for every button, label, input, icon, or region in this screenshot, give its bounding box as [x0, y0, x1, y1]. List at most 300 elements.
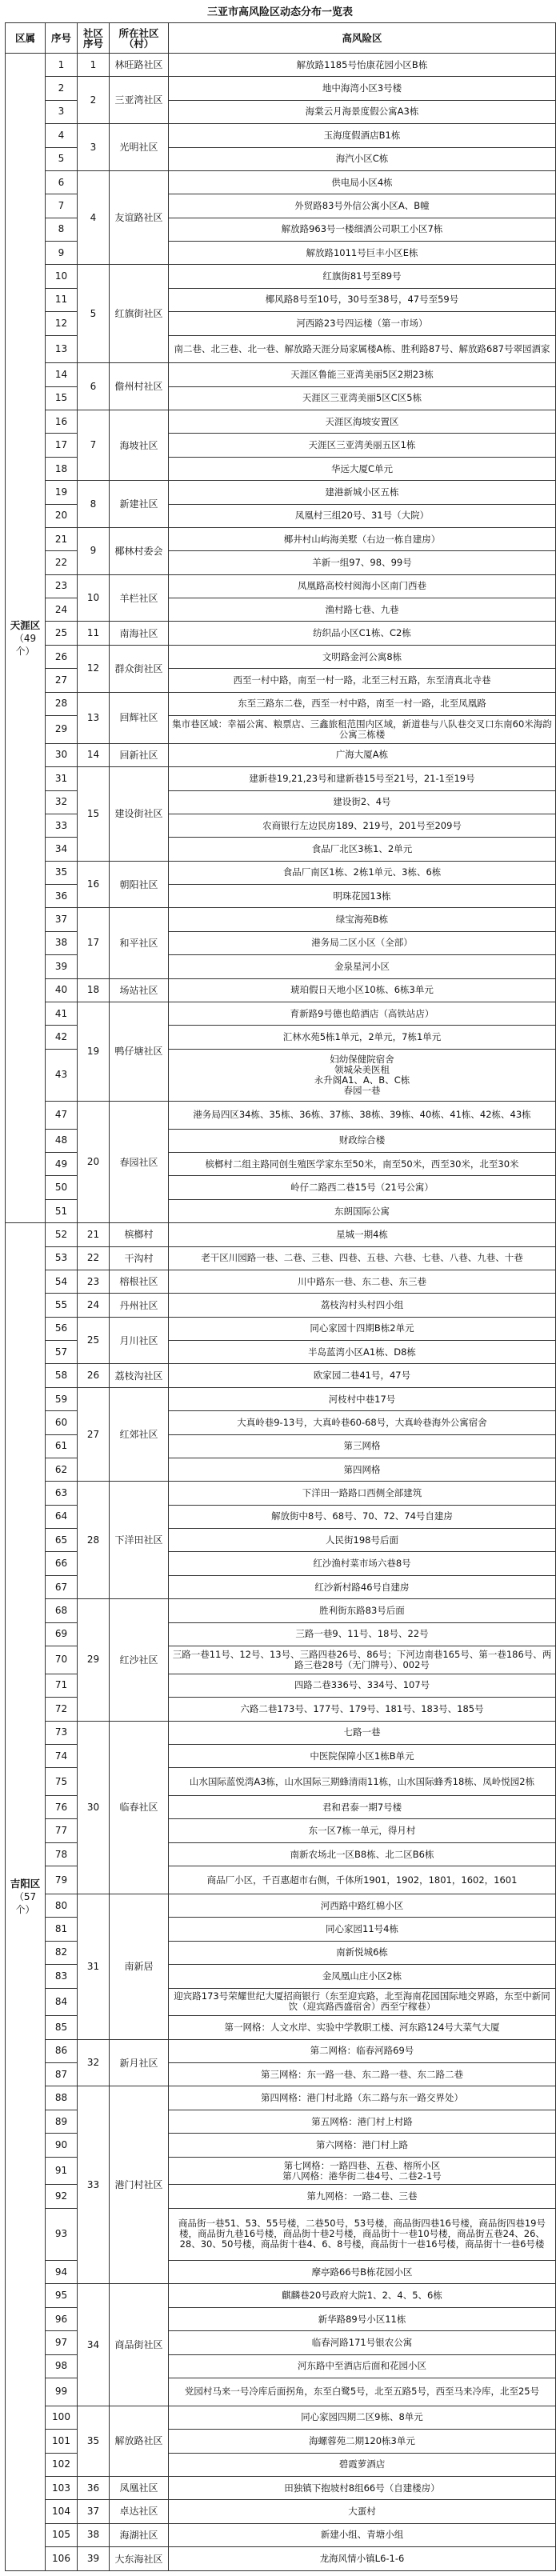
table-row	[6, 767, 556, 790]
risk-area-cell: 海棠云月海景度假公寓A3栋	[169, 100, 556, 123]
community-name: 卓达社区	[110, 2500, 169, 2523]
community-seq: 3	[78, 124, 110, 171]
risk-area-cell: 星城一期4栋	[169, 1223, 556, 1246]
table-row	[6, 481, 556, 504]
row-seq: 14	[46, 363, 78, 386]
row-seq: 96	[46, 2307, 78, 2330]
row-seq: 5	[46, 147, 78, 170]
community-seq: 30	[78, 1721, 110, 1894]
community-seq: 26	[78, 1364, 110, 1387]
community-seq: 20	[78, 1101, 110, 1222]
row-seq: 19	[46, 481, 78, 504]
row-seq: 101	[46, 2430, 78, 2453]
row-seq: 61	[46, 1434, 78, 1458]
risk-area-cell: 解放路1185号怡康花园小区B栋	[169, 54, 556, 77]
risk-area-cell: 港务局二区小区（全部）	[169, 931, 556, 954]
risk-area-cell: 食品厂南区1栋、2栋1单元、3栋、6栋	[169, 861, 556, 884]
row-seq: 68	[46, 1599, 78, 1622]
community-name: 友谊路社区	[110, 170, 169, 265]
risk-area-cell: 渔村路七巷、九巷	[169, 598, 556, 622]
table-row	[6, 265, 556, 288]
risk-area-cell: 东至三路东二巷，西至一村中路，南至一村一路，北至凤凰路	[169, 692, 556, 715]
row-seq: 77	[46, 1819, 78, 1842]
risk-area-cell: 第一网格：人文水岸、实验中学教职工楼、河东路124号大菜气大厦	[169, 2016, 556, 2039]
risk-area-cell: 外贸路83号外信公寓小区A、B幢	[169, 194, 556, 218]
row-seq: 98	[46, 2354, 78, 2378]
risk-area-cell: 凤凰路高校村阅海小区南门西巷	[169, 574, 556, 598]
row-seq: 58	[46, 1364, 78, 1387]
community-seq: 22	[78, 1246, 110, 1270]
row-seq: 6	[46, 170, 78, 194]
risk-area-cell: 第二网格：临春河路69号	[169, 2039, 556, 2062]
risk-area-cell: 供电局小区4栋	[169, 170, 556, 194]
community-name: 回辉社区	[110, 692, 169, 743]
community-name: 海湖社区	[110, 2523, 169, 2546]
row-seq: 72	[46, 1698, 78, 1721]
community-seq: 6	[78, 363, 110, 410]
table-row	[6, 1270, 556, 1293]
district-name: 天涯区	[10, 618, 41, 631]
row-seq: 88	[46, 2086, 78, 2110]
risk-area-cell: 第四网格：港门村北路（东二路与东一路交界处）	[169, 2086, 556, 2110]
risk-area-cell: 第七网格：一路四巷、五巷、榕所小区 第八网格：港华街二巷4号、二巷2-1号	[169, 2157, 556, 2185]
row-seq: 53	[46, 1246, 78, 1270]
row-seq: 3	[46, 100, 78, 123]
row-seq: 55	[46, 1294, 78, 1317]
community-name: 红沙社区	[110, 1599, 169, 1721]
row-seq: 28	[46, 692, 78, 715]
risk-area-cell: 金凤凰山庄小区2栋	[169, 1965, 556, 1988]
row-seq: 52	[46, 1223, 78, 1246]
risk-area-cell: 解放路963号一楼细酒公司职工小区7栋	[169, 218, 556, 241]
table-row	[6, 2547, 556, 2571]
risk-area-cell: 荔枝沟村头村四小组	[169, 1294, 556, 1317]
risk-area-cell: 东一区7栋一单元，得月村	[169, 1819, 556, 1842]
community-seq: 34	[78, 2284, 110, 2406]
risk-area-cell: 商品街一巷51、53、55号楼，二巷50号，53号楼，商品街四巷16号楼，商品街四巷19号楼，商品街九巷16号楼，商品街十巷2号楼，商品街十一巷10号楼，商品街五巷24、26、28、30、50号楼，商品街十巷4、6、8号楼，商品街十一巷16号楼，商品街十一巷6号楼	[169, 2208, 556, 2260]
risk-area-cell: 人民街198号后面	[169, 1529, 556, 1552]
risk-area-cell: 碧霞萝酒店	[169, 2453, 556, 2476]
community-name: 榕根社区	[110, 1270, 169, 1293]
row-seq: 73	[46, 1721, 78, 1744]
row-seq: 87	[46, 2063, 78, 2086]
community-seq: 9	[78, 527, 110, 574]
row-seq: 79	[46, 1866, 78, 1894]
risk-area-cell: 党园村马来一号冷库后面拐角，东至白鹭5号，北至五路5号，西至马来冷库，北至25号	[169, 2378, 556, 2406]
risk-area-cell: 财政综合楼	[169, 1129, 556, 1152]
risk-area-cell: 老干区川园路一巷、二巷、三巷、四巷、五巷、六巷、七巷、八巷、九巷、十巷	[169, 1246, 556, 1270]
community-name: 丹州社区	[110, 1294, 169, 1317]
community-seq: 25	[78, 1317, 110, 1364]
table-row	[6, 645, 556, 668]
community-seq: 13	[78, 692, 110, 743]
risk-area-cell: 河东路中至酒店后面和花园小区	[169, 2354, 556, 2378]
row-seq: 69	[46, 1622, 78, 1646]
community-seq: 27	[78, 1387, 110, 1482]
community-name: 场站社区	[110, 978, 169, 1002]
table-row	[6, 622, 556, 645]
risk-area-cell: 红旗街81号至89号	[169, 265, 556, 288]
community-name: 红郊社区	[110, 1387, 169, 1482]
risk-area-cell: 港务局四区34栋、35栋、36栋、37栋、38栋、39栋、40栋、41栋、42栋、43栋	[169, 1101, 556, 1129]
row-seq: 37	[46, 908, 78, 931]
risk-area-cell: 同心家园四期二区9栋、8单元	[169, 2406, 556, 2429]
row-seq: 90	[46, 2134, 78, 2157]
row-seq: 4	[46, 124, 78, 147]
row-seq: 71	[46, 1674, 78, 1697]
row-seq: 104	[46, 2500, 78, 2523]
risk-area-cell: 半岛蓝湾小区A1栋、D8栋	[169, 1341, 556, 1364]
community-seq: 28	[78, 1482, 110, 1599]
risk-area-cell: 海螺蓉苑二期120栋3单元	[169, 2430, 556, 2453]
row-seq: 92	[46, 2185, 78, 2208]
risk-area-cell: 大蛋村	[169, 2500, 556, 2523]
row-seq: 32	[46, 790, 78, 814]
risk-area-cell: 育新路9号德也皓酒店（高铁站店）	[169, 1002, 556, 1025]
community-seq: 33	[78, 2086, 110, 2284]
risk-area-cell: 明珠花园13栋	[169, 885, 556, 908]
risk-area-cell: 槟榔村二组主路同创生殖医学家东至50米，南至50米，西至30米，北至30米	[169, 1153, 556, 1176]
community-name: 南海社区	[110, 622, 169, 645]
community-seq: 11	[78, 622, 110, 645]
risk-area-cell: 汇林水苑5栋1单元，2单元，7栋1单元	[169, 1026, 556, 1049]
table-row	[6, 1599, 556, 1622]
row-seq: 38	[46, 931, 78, 954]
row-seq: 39	[46, 955, 78, 978]
community-seq: 38	[78, 2523, 110, 2546]
row-seq: 99	[46, 2378, 78, 2406]
risk-area-cell: 大真岭巷9-13号，大真岭巷60-68号，大真岭巷海外公寓宿舍	[169, 1411, 556, 1434]
risk-area-cell: 第三网格：东一路一巷、东二路一巷、东二路二巷	[169, 2063, 556, 2086]
row-seq: 12	[46, 312, 78, 335]
table-row	[6, 2284, 556, 2307]
community-name: 解放路社区	[110, 2406, 169, 2476]
page-title: 三亚市高风险区动态分布一览表	[206, 6, 353, 18]
row-seq: 95	[46, 2284, 78, 2307]
risk-area-cell: 新华路89号小区11栋	[169, 2307, 556, 2330]
row-seq: 43	[46, 1049, 78, 1101]
community-name: 槟榔村	[110, 1223, 169, 1246]
row-seq: 91	[46, 2157, 78, 2185]
table-row	[6, 978, 556, 1002]
community-name: 椰林村委会	[110, 527, 169, 574]
community-seq: 39	[78, 2547, 110, 2571]
risk-area-cell: 地中海湾小区3号楼	[169, 77, 556, 100]
community-seq: 24	[78, 1294, 110, 1317]
community-seq: 7	[78, 410, 110, 481]
community-seq: 15	[78, 767, 110, 862]
risk-area-cell: 妇幼保健院宿舍 领城朵美医租 永升阁A1、A、B、C栋 春园一巷	[169, 1049, 556, 1101]
table-row	[6, 1364, 556, 1387]
row-seq: 8	[46, 218, 78, 241]
row-seq: 59	[46, 1387, 78, 1410]
row-seq: 74	[46, 1744, 78, 1767]
table-row	[6, 124, 556, 147]
risk-area-cell: 胜利街东路83号后面	[169, 1599, 556, 1622]
table-row	[6, 2523, 556, 2546]
row-seq: 7	[46, 194, 78, 218]
risk-area-cell: 羊新一组97、98、99号	[169, 551, 556, 574]
table-row	[6, 363, 556, 386]
risk-area-cell: 绿宝海苑B栋	[169, 908, 556, 931]
table-row	[6, 574, 556, 598]
risk-area-cell: 第九网格：一路二巷、三巷	[169, 2185, 556, 2208]
district-count: （49个）	[14, 632, 37, 657]
community-seq: 31	[78, 1894, 110, 2040]
table-row	[6, 2086, 556, 2110]
community-name: 新建社区	[110, 481, 169, 528]
row-seq: 86	[46, 2039, 78, 2062]
table-row	[6, 1101, 556, 1129]
row-seq: 25	[46, 622, 78, 645]
table-row	[6, 2500, 556, 2523]
community-seq: 1	[78, 54, 110, 77]
risk-area-cell: 建设街2、4号	[169, 790, 556, 814]
row-seq: 40	[46, 978, 78, 1002]
row-seq: 82	[46, 1941, 78, 1964]
risk-area-cell: 建港新城小区五栋	[169, 481, 556, 504]
risk-area-cell: 金泉星河小区	[169, 955, 556, 978]
community-name: 海坡社区	[110, 410, 169, 481]
risk-area-cell: 川中路东一巷、东二巷、东三巷	[169, 1270, 556, 1293]
community-name: 红旗街社区	[110, 265, 169, 363]
row-seq: 56	[46, 1317, 78, 1340]
risk-area-cell: 西至一村中路，南至一村一路，北至三村五路，东至清真北寺巷	[169, 669, 556, 692]
risk-area-cell: 七路一巷	[169, 1721, 556, 1744]
row-seq: 47	[46, 1101, 78, 1129]
table-row	[6, 1894, 556, 1918]
community-name: 凤凰社区	[110, 2476, 169, 2499]
community-name: 林旺路社区	[110, 54, 169, 77]
row-seq: 33	[46, 814, 78, 837]
community-name: 儋州村社区	[110, 363, 169, 410]
risk-area-cell: 东朗国际公寓	[169, 1199, 556, 1222]
row-seq: 9	[46, 242, 78, 265]
row-seq: 23	[46, 574, 78, 598]
risk-area-cell: 天涯区鲁能三亚湾美丽5区2期23栋	[169, 363, 556, 386]
risk-area-cell: 海汽小区C栋	[169, 147, 556, 170]
row-seq: 29	[46, 715, 78, 743]
risk-area-cell: 摩亭路66号B栋花园小区	[169, 2261, 556, 2284]
row-seq: 63	[46, 1482, 78, 1505]
community-name: 南新居	[110, 1894, 169, 2040]
row-seq: 17	[46, 434, 78, 457]
community-seq: 2	[78, 77, 110, 124]
risk-area-cell: 迎宾路173号荣耀世纪大厦招商银行（东至迎宾路，北至海南花园国际地交界路，东至中新同饮（迎宾路西盛宿舍）西至宁稼巷）	[169, 1988, 556, 2016]
risk-area-cell: 麒麟巷20号政府大院1、2、4、5、6栋	[169, 2284, 556, 2307]
community-seq: 36	[78, 2476, 110, 2499]
community-seq: 5	[78, 265, 110, 363]
table-row	[6, 1246, 556, 1270]
risk-area-cell: 凤凰村三组20号、31号（大院）	[169, 504, 556, 527]
risk-area-cell: 临春河路171号银农公寓	[169, 2331, 556, 2354]
risk-area-cell: 天涯区海坡安置区	[169, 410, 556, 434]
risk-area-cell: 集市巷区域：幸福公寓、粮票店、三鑫旅租范围内区域，新道巷与八队巷交叉口东南60米海韵公寓三栋楼	[169, 715, 556, 743]
table-body	[6, 54, 556, 2571]
row-seq: 13	[46, 335, 78, 363]
community-seq: 10	[78, 574, 110, 622]
risk-area-cell: 解放路1011号巨丰小区E栋	[169, 242, 556, 265]
risk-area-cell: 欧家园二巷41号，47号	[169, 1364, 556, 1387]
risk-area-cell: 南二巷、北三巷、北一巷、解放路天涯分局家属楼A栋、胜利路87号、解放路687号翠园酒家	[169, 335, 556, 363]
row-seq: 42	[46, 1026, 78, 1049]
risk-area-cell: 第四网格	[169, 1458, 556, 1481]
row-seq: 27	[46, 669, 78, 692]
row-seq: 102	[46, 2453, 78, 2476]
risk-area-cell: 三路一巷9、11号、18号、22号	[169, 1622, 556, 1646]
table-row	[6, 1317, 556, 1340]
row-seq: 18	[46, 457, 78, 480]
community-seq: 12	[78, 645, 110, 692]
risk-area-cell: 解放街中8号、68号、70、72、74号自建房	[169, 1505, 556, 1528]
header-community: 所在社区（村）	[110, 23, 169, 54]
community-seq: 18	[78, 978, 110, 1002]
community-name: 临春社区	[110, 1721, 169, 1894]
risk-area-cell: 建新巷19,21,23号和建新巷15号至21号，21-1至19号	[169, 767, 556, 790]
table-row	[6, 1482, 556, 1505]
row-seq: 30	[46, 743, 78, 766]
table-row	[6, 2406, 556, 2429]
risk-area-cell: 椰井村山屿海美墅（右边一栋自建房）	[169, 527, 556, 550]
table-row	[6, 1721, 556, 1744]
row-seq: 31	[46, 767, 78, 790]
community-seq: 29	[78, 1599, 110, 1721]
community-name: 新月社区	[110, 2039, 169, 2086]
risk-area-cell: 河西路23号四运楼（第一市场）	[169, 312, 556, 335]
row-seq: 89	[46, 2110, 78, 2133]
district-name: 吉阳区	[10, 1878, 41, 1890]
risk-area-cell: 岭仔二路西二巷15号（21号公寓）	[169, 1176, 556, 1199]
table-row	[6, 861, 556, 884]
row-seq: 105	[46, 2523, 78, 2546]
table-row	[6, 743, 556, 766]
row-seq: 48	[46, 1129, 78, 1152]
row-seq: 50	[46, 1176, 78, 1199]
risk-area-cell: 同心家园11号4栋	[169, 1918, 556, 1941]
table-row	[6, 1223, 556, 1246]
row-seq: 22	[46, 551, 78, 574]
risk-area-cell: 玉海度假酒店B1栋	[169, 124, 556, 147]
risk-area-cell: 椰风路8号至10号，30号至38号，47号至59号	[169, 288, 556, 311]
risk-area-cell: 山水国际蓝悦湾A3栋，山水国际三期蜂清雨11栋，山水国际蜂秀18栋、凤岭悦园2栋	[169, 1768, 556, 1796]
row-seq: 64	[46, 1505, 78, 1528]
table-row	[6, 2476, 556, 2499]
row-seq: 103	[46, 2476, 78, 2499]
row-seq: 78	[46, 1842, 78, 1866]
risk-area-cell: 田独镇下抱坡村8组66号（自建楼房）	[169, 2476, 556, 2499]
community-name: 商品街社区	[110, 2284, 169, 2406]
row-seq: 94	[46, 2261, 78, 2284]
community-name: 月川社区	[110, 1317, 169, 1364]
risk-area-cell: 红沙新村路46号自建房	[169, 1575, 556, 1598]
row-seq: 75	[46, 1768, 78, 1796]
table-row	[6, 170, 556, 194]
risk-area-cell: 中医院保障小区1栋B单元	[169, 1744, 556, 1767]
community-name: 大东海社区	[110, 2547, 169, 2571]
table-row	[6, 77, 556, 100]
community-seq: 23	[78, 1270, 110, 1293]
community-name: 下洋田社区	[110, 1482, 169, 1599]
community-seq: 16	[78, 861, 110, 908]
row-seq: 21	[46, 527, 78, 550]
community-name: 鸭仔塘社区	[110, 1002, 169, 1101]
risk-area-cell: 天涯区三亚湾美丽五区1栋	[169, 434, 556, 457]
community-seq: 32	[78, 2039, 110, 2086]
risk-area-cell: 纺织品小区C1栋、C2栋	[169, 622, 556, 645]
row-seq: 24	[46, 598, 78, 622]
table-row	[6, 1294, 556, 1317]
table-row	[6, 54, 556, 77]
risk-area-cell: 南新农场北一区B8栋、北二区B6栋	[169, 1842, 556, 1866]
row-seq: 35	[46, 861, 78, 884]
row-seq: 76	[46, 1796, 78, 1819]
community-seq: 35	[78, 2406, 110, 2476]
risk-area-cell: 龙海风情小镇L6-1-6	[169, 2547, 556, 2571]
risk-area-cell: 食品厂北区3栋1、2单元	[169, 838, 556, 861]
risk-area-cell: 第六网格：港门村上路	[169, 2134, 556, 2157]
risk-area-cell: 华远大厦C单元	[169, 457, 556, 480]
row-seq: 62	[46, 1458, 78, 1481]
risk-area-cell: 四路二巷336号、334号、107号	[169, 1674, 556, 1697]
row-seq: 49	[46, 1153, 78, 1176]
row-seq: 41	[46, 1002, 78, 1025]
row-seq: 67	[46, 1575, 78, 1598]
community-name: 羊栏社区	[110, 574, 169, 622]
row-seq: 16	[46, 410, 78, 434]
table-row	[6, 1387, 556, 1410]
risk-area-cell: 新建小组、青塘小组	[169, 2523, 556, 2546]
risk-area-cell: 天涯区三亚湾美丽5区C区5栋	[169, 386, 556, 410]
risk-area-cell: 君和君泰一期7号楼	[169, 1796, 556, 1819]
district-count: （57个）	[14, 1891, 37, 1916]
row-seq: 36	[46, 885, 78, 908]
community-seq: 14	[78, 743, 110, 766]
table-row	[6, 692, 556, 715]
community-name: 回新社区	[110, 743, 169, 766]
row-seq: 97	[46, 2331, 78, 2354]
row-seq: 100	[46, 2406, 78, 2429]
row-seq: 54	[46, 1270, 78, 1293]
row-seq: 65	[46, 1529, 78, 1552]
community-seq: 17	[78, 908, 110, 978]
district-cell	[6, 1223, 46, 2571]
community-name: 和平社区	[110, 908, 169, 978]
risk-area-cell: 农商银行左边民房189、219号，201号至209号	[169, 814, 556, 837]
community-seq: 4	[78, 170, 110, 265]
row-seq: 80	[46, 1894, 78, 1918]
risk-area-table	[5, 22, 556, 2571]
risk-area-cell: 红沙渔村菜市场六巷8号	[169, 1552, 556, 1575]
community-name: 光明社区	[110, 124, 169, 171]
row-seq: 51	[46, 1199, 78, 1222]
row-seq: 85	[46, 2016, 78, 2039]
row-seq: 106	[46, 2547, 78, 2571]
row-seq: 10	[46, 265, 78, 288]
risk-area-cell: 三路一巷11号、12号、13号、三路四巷26号、86号；下河边南巷165号、第一巷186号、两路三巷28号（无门牌号）、002号	[169, 1646, 556, 1674]
community-seq: 21	[78, 1223, 110, 1246]
table-row	[6, 527, 556, 550]
community-seq: 8	[78, 481, 110, 528]
table-row	[6, 2039, 556, 2062]
table-row	[6, 410, 556, 434]
risk-area-cell: 第五网格：港门村上村路	[169, 2110, 556, 2133]
row-seq: 60	[46, 1411, 78, 1434]
risk-area-cell: 南新悦城6栋	[169, 1941, 556, 1964]
risk-area-cell: 河西路中路红棉小区	[169, 1894, 556, 1918]
row-seq: 84	[46, 1988, 78, 2016]
header-risk-area: 高风险区	[169, 23, 556, 54]
row-seq: 70	[46, 1646, 78, 1674]
